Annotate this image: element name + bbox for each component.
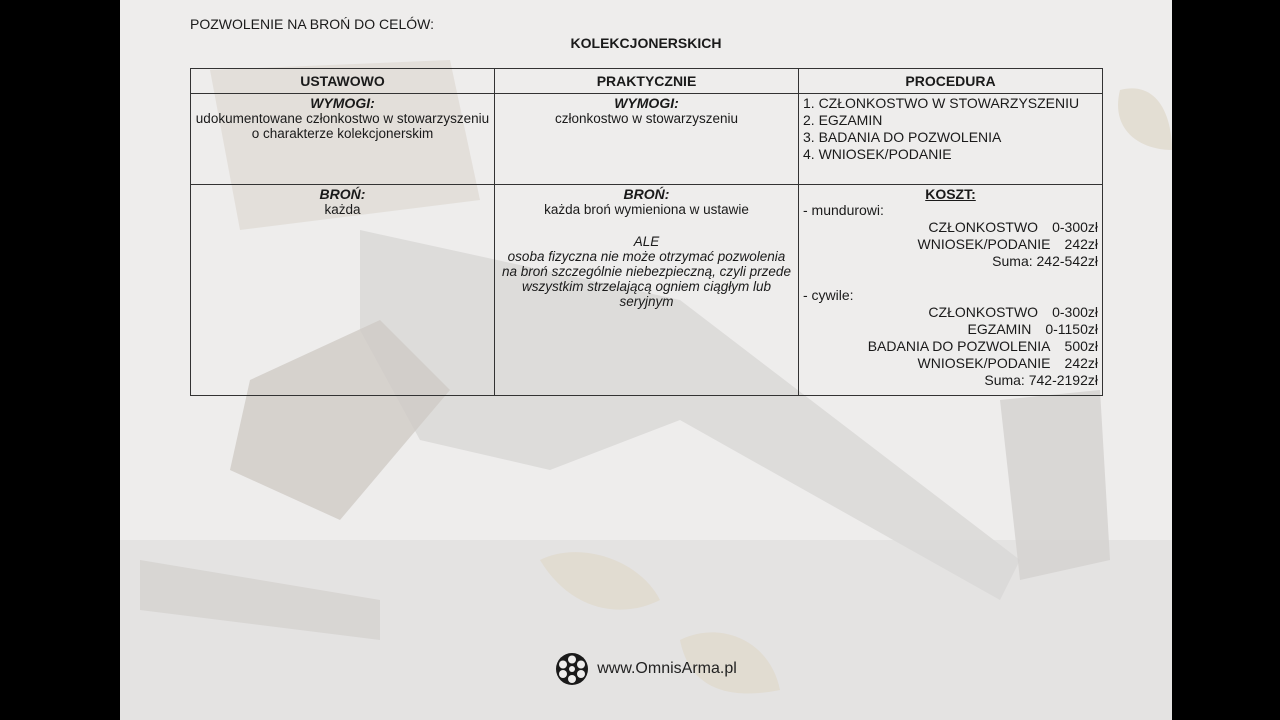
cell-praktycznie-bron <box>495 185 799 396</box>
cost-value: 0-300zł <box>1052 219 1098 235</box>
cost-value: 0-1150zł <box>1045 321 1098 337</box>
cell-koszt <box>799 185 1103 396</box>
cost-name: WNIOSEK/PODANIE <box>917 355 1051 371</box>
cost-sum <box>803 372 1098 389</box>
cost-value: 242zł <box>1064 355 1098 371</box>
page-subheading: KOLEKCJONERSKICH <box>570 35 722 51</box>
cell-ustawowo-wymogi <box>191 94 495 185</box>
brand-url[interactable]: www.OmnisArma.pl <box>597 660 737 677</box>
koszt-label: KOSZT: <box>925 186 976 202</box>
cell-ustawowo-bron <box>191 185 495 396</box>
procedure-step: 3. BADANIA DO POZWOLENIA <box>803 129 1002 145</box>
cost-name: BADANIA DO POZWOLENIA <box>867 338 1051 354</box>
column-header-praktycznie: PRAKTYCZNIE <box>495 69 799 94</box>
cost-value: 500zł <box>1064 338 1098 354</box>
column-header-procedura: PROCEDURA <box>799 69 1103 94</box>
cost-row <box>803 304 1098 321</box>
procedure-step: 4. WNIOSEK/PODANIE <box>803 146 952 162</box>
cost-name: CZŁONKOSTWO <box>928 304 1039 320</box>
page-heading: POZWOLENIE NA BROŃ DO CELÓW: <box>190 16 435 32</box>
cywile-label: - cywile: <box>803 287 854 303</box>
table-row-wymogi <box>191 94 1103 185</box>
column-header-ustawowo: USTAWOWO <box>191 69 495 94</box>
cywile-sum: Suma: 742-2192zł <box>984 372 1098 388</box>
bron-text: każda <box>324 202 361 217</box>
cell-procedura-steps <box>799 94 1103 185</box>
cost-row <box>803 219 1098 236</box>
cost-value: 242zł <box>1064 236 1098 252</box>
cost-sum <box>803 253 1098 270</box>
ale-label: ALE <box>633 234 660 249</box>
cost-name: CZŁONKOSTWO <box>928 219 1039 235</box>
cell-praktycznie-wymogi <box>495 94 799 185</box>
bron-label: BROŃ: <box>623 186 670 202</box>
cost-value: 0-300zł <box>1052 304 1098 320</box>
cost-name: WNIOSEK/PODANIE <box>917 236 1051 252</box>
permit-table <box>190 68 1103 396</box>
cost-row <box>803 236 1098 253</box>
cost-row <box>803 338 1098 355</box>
wymogi-text: członkostwo w stowarzyszeniu <box>554 111 739 126</box>
table-header-row <box>191 69 1103 94</box>
ale-text: osoba fizyczna nie może otrzymać pozwolenia na broń szczególnie niebezpieczną, czyli przede wszystkim strzelającą ogniem ciągłym lub seryjnym <box>502 249 791 309</box>
slide <box>120 0 1172 720</box>
footer-brand <box>120 652 1172 686</box>
mundurowi-sum: Suma: 242-542zł <box>992 253 1098 269</box>
bron-label: BROŃ: <box>319 186 366 202</box>
wymogi-label: WYMOGI: <box>614 95 679 111</box>
cost-row <box>803 355 1098 372</box>
mundurowi-label: - mundurowi: <box>803 202 884 218</box>
table-row-bron <box>191 185 1103 396</box>
cost-name: EGZAMIN <box>967 321 1032 337</box>
cost-row <box>803 321 1098 338</box>
bron-text: każda broń wymieniona w ustawie <box>544 202 749 217</box>
wymogi-text: udokumentowane członkostwo w stowarzyszeniu o charakterze kolekcjonerskim <box>195 111 490 141</box>
wymogi-label: WYMOGI: <box>310 95 375 111</box>
procedure-step: 2. EGZAMIN <box>803 112 883 128</box>
revolver-cylinder-icon <box>555 652 589 686</box>
procedure-step: 1. CZŁONKOSTWO W STOWARZYSZENIU <box>803 95 1080 111</box>
